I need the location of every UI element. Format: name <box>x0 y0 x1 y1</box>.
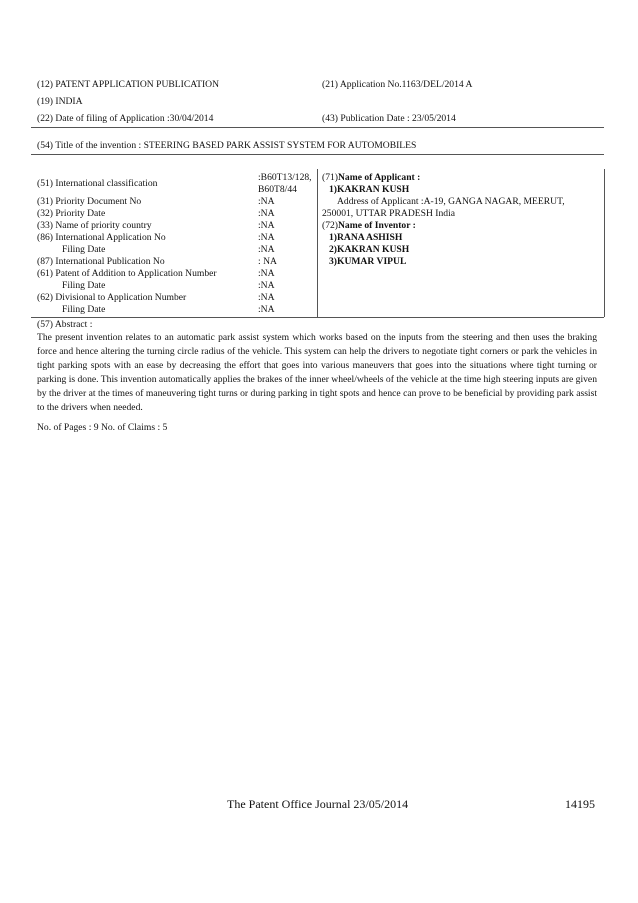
page-number: 14195 <box>565 797 595 811</box>
journal-title: The Patent Office Journal 23/05/2014 <box>227 797 409 811</box>
abstract-text: The present invention relates to an automatic park assist system which works based on the inputs from the steering and then uses the braking force and hence altering the turning circle radius of the vehicle. This system can help the drivers to negotiate tight corners or park the vehicles in tight parking spots with an ease by decreasing the effort that goes into various maneuvers that goes into the situations where tight turning or parking is done. This invention automatically applies the brakes of the inner wheel/wheels of the vehicle at the time high steering inputs are given by the driver at the times of maneuvering tight turns or during parking in tight spots and hence can prove to be beneficial by providing park assist to the drivers when needed. <box>37 332 597 413</box>
applicant-name: 1)KAKRAN KUSH <box>329 184 410 195</box>
divider <box>31 127 604 128</box>
inventor-heading-prefix: (72) <box>322 220 338 231</box>
field-label: (33) Name of priority country <box>37 220 152 231</box>
publication-type: (12) PATENT APPLICATION PUBLICATION <box>37 79 220 90</box>
applicant-address: Address of Applicant :A-19, GANGA NAGAR, MEERUT, <box>337 196 565 207</box>
inventor-heading: Name of Inventor : <box>337 220 416 231</box>
country: (19) INDIA <box>37 96 83 107</box>
inventor-name: 3)KUMAR VIPUL <box>329 256 407 267</box>
field-label: Filing Date <box>62 244 106 255</box>
field-value: :NA <box>258 244 275 255</box>
field-value: :NA <box>258 232 275 243</box>
inventor-block <box>322 220 416 232</box>
field-value: :NA <box>258 280 275 291</box>
field-value: :NA <box>258 196 275 207</box>
invention-title: (54) Title of the invention : STEERING BASED PARK ASSIST SYSTEM FOR AUTOMOBILES <box>37 140 417 151</box>
inventor-name: 1)RANA ASHISH <box>329 232 403 243</box>
applicant-heading-prefix: (71) <box>322 172 338 183</box>
field-value: : NA <box>258 256 277 267</box>
field-label: (87) International Publication No <box>37 256 165 267</box>
divider <box>31 154 604 155</box>
field-label: (61) Patent of Addition to Application Number <box>37 268 217 279</box>
field-value: :NA <box>258 292 275 303</box>
field-value: :NA <box>258 268 275 279</box>
field-label: (51) International classification <box>37 178 158 189</box>
pages-claims-summary: No. of Pages : 9 No. of Claims : 5 <box>37 422 168 433</box>
column-divider <box>604 169 605 317</box>
applicant-block <box>322 172 420 184</box>
publication-date: (43) Publication Date : 23/05/2014 <box>322 113 456 124</box>
field-label: (62) Divisional to Application Number <box>37 292 187 303</box>
field-value: :NA <box>258 220 275 231</box>
applicant-address: 250001, UTTAR PRADESH India <box>322 208 456 219</box>
applicant-heading: Name of Applicant : <box>337 172 421 183</box>
abstract-heading: (57) Abstract : <box>37 319 93 330</box>
field-value: :NA <box>258 304 275 315</box>
filing-date: (22) Date of filing of Application :30/04/2014 <box>37 113 214 124</box>
field-label: (86) International Application No <box>37 232 166 243</box>
field-label: (32) Priority Date <box>37 208 106 219</box>
field-label: Filing Date <box>62 280 106 291</box>
field-label: Filing Date <box>62 304 106 315</box>
field-value: B60T8/44 <box>258 184 297 195</box>
field-label: (31) Priority Document No <box>37 196 142 207</box>
column-divider <box>317 169 318 317</box>
field-value: :NA <box>258 208 275 219</box>
field-value: :B60T13/128, <box>258 172 312 183</box>
inventor-name: 2)KAKRAN KUSH <box>329 244 410 255</box>
application-number: (21) Application No.1163/DEL/2014 A <box>322 79 473 90</box>
divider <box>31 317 604 318</box>
